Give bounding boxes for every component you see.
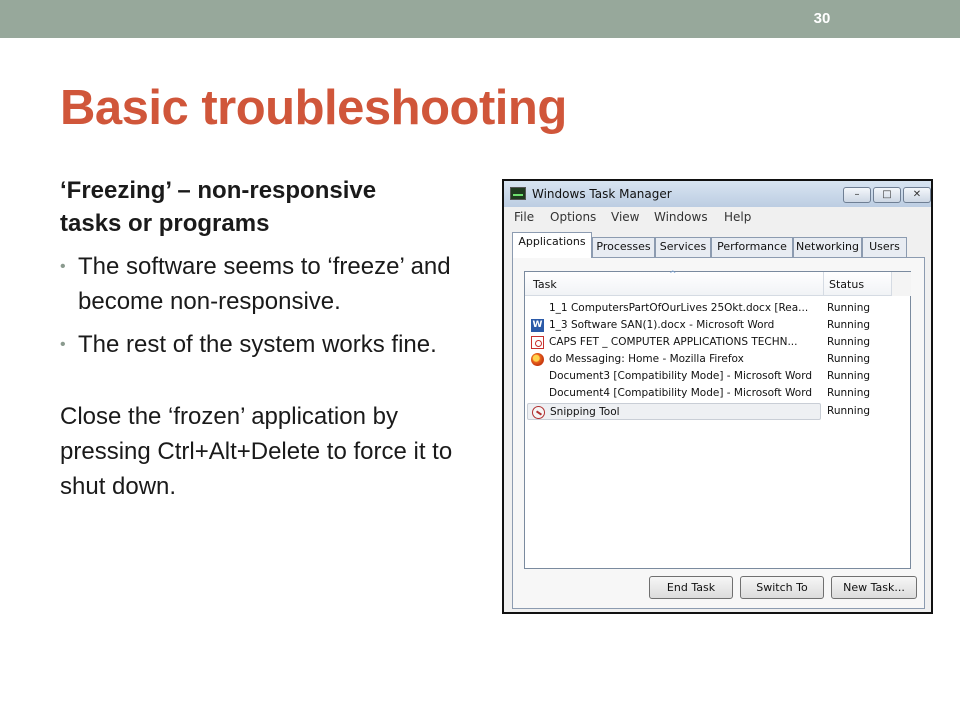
- closing-paragraph: Close the ‘frozen’ application by pressing Ctrl+Alt+Delete to force it to shut down.: [60, 403, 453, 500]
- task-name: Document4 [Compatibility Mode] - Microsoft Word: [549, 387, 812, 399]
- end-task-button[interactable]: End Task: [649, 576, 733, 599]
- minimize-button[interactable]: –: [843, 187, 871, 203]
- menu-file[interactable]: File: [514, 210, 535, 224]
- bullet-item: [60, 327, 480, 362]
- list-item[interactable]: [527, 351, 907, 368]
- sort-indicator-icon: ^: [669, 270, 677, 280]
- task-name: 1_3 Software SAN(1).docx - Microsoft Word: [549, 319, 775, 331]
- task-status: Running: [827, 319, 871, 331]
- task-status: Running: [827, 336, 871, 348]
- list-item[interactable]: [527, 300, 907, 317]
- task-list[interactable]: [524, 271, 911, 569]
- close-button[interactable]: ✕: [903, 187, 931, 203]
- task-manager-screenshot: [502, 179, 933, 614]
- menu-view[interactable]: View: [611, 210, 640, 224]
- task-manager-icon: [510, 187, 526, 200]
- task-name: Document3 [Compatibility Mode] - Microsoft Word: [549, 370, 812, 382]
- task-name: 1_1 ComputersPartOfOurLives 25Okt.docx [Rea...: [549, 302, 809, 314]
- task-status: Running: [827, 370, 871, 382]
- switch-to-button[interactable]: Switch To: [740, 576, 824, 599]
- window-title: Windows Task Manager: [532, 187, 672, 201]
- list-item[interactable]: [527, 317, 907, 334]
- slide-number: 30: [813, 10, 831, 27]
- bullet-dot: •: [60, 258, 66, 275]
- task-status: Running: [827, 387, 871, 399]
- tab-performance[interactable]: Performance: [711, 237, 793, 257]
- column-header-task[interactable]: Task: [533, 278, 557, 291]
- menu-windows[interactable]: Windows: [654, 210, 708, 224]
- task-manager-titlebar: [504, 181, 931, 207]
- list-header: [525, 272, 910, 296]
- bullet-text: The software seems to ‘freeze’ and become non-responsive.: [78, 253, 451, 315]
- pdf-icon: [531, 336, 544, 349]
- bullet-text: The rest of the system works fine.: [78, 331, 437, 358]
- list-item-status-cell[interactable]: [527, 403, 907, 420]
- tab-services[interactable]: Services: [655, 237, 711, 257]
- tab-networking[interactable]: Networking: [793, 237, 862, 257]
- task-status: Running: [827, 405, 871, 417]
- menu-bar: [504, 207, 931, 227]
- list-item[interactable]: [527, 385, 907, 402]
- tab-users[interactable]: Users: [862, 237, 907, 257]
- menu-help[interactable]: Help: [724, 210, 752, 224]
- bullet-list: [60, 249, 480, 362]
- tab-processes[interactable]: Processes: [592, 237, 655, 257]
- column-header-status[interactable]: Status: [829, 278, 865, 291]
- menu-options[interactable]: Options: [550, 210, 597, 224]
- new-task-button[interactable]: New Task...: [831, 576, 917, 599]
- task-name: Snipping Tool: [550, 406, 620, 418]
- section-heading: ‘Freezing’ – non-responsive tasks or programs: [60, 177, 377, 237]
- task-status: Running: [827, 353, 871, 365]
- task-name: CAPS FET _ COMPUTER APPLICATIONS TECHN...: [549, 336, 798, 348]
- task-manager-body: [504, 227, 931, 614]
- slide-title: Basic troubleshooting: [60, 81, 567, 135]
- tab-applications[interactable]: Applications: [512, 232, 592, 258]
- list-item[interactable]: [527, 334, 907, 351]
- firefox-icon: [531, 353, 544, 366]
- maximize-button[interactable]: □: [873, 187, 901, 203]
- column-divider[interactable]: [823, 272, 824, 296]
- task-name: do Messaging: Home - Mozilla Firefox: [549, 353, 744, 365]
- list-item[interactable]: [527, 368, 907, 385]
- bullet-dot: •: [60, 336, 66, 353]
- task-status: Running: [827, 302, 871, 314]
- header-spacer: [891, 272, 911, 296]
- word-icon: W: [532, 320, 543, 330]
- bullet-item: [60, 249, 480, 319]
- slide-content: [60, 174, 480, 504]
